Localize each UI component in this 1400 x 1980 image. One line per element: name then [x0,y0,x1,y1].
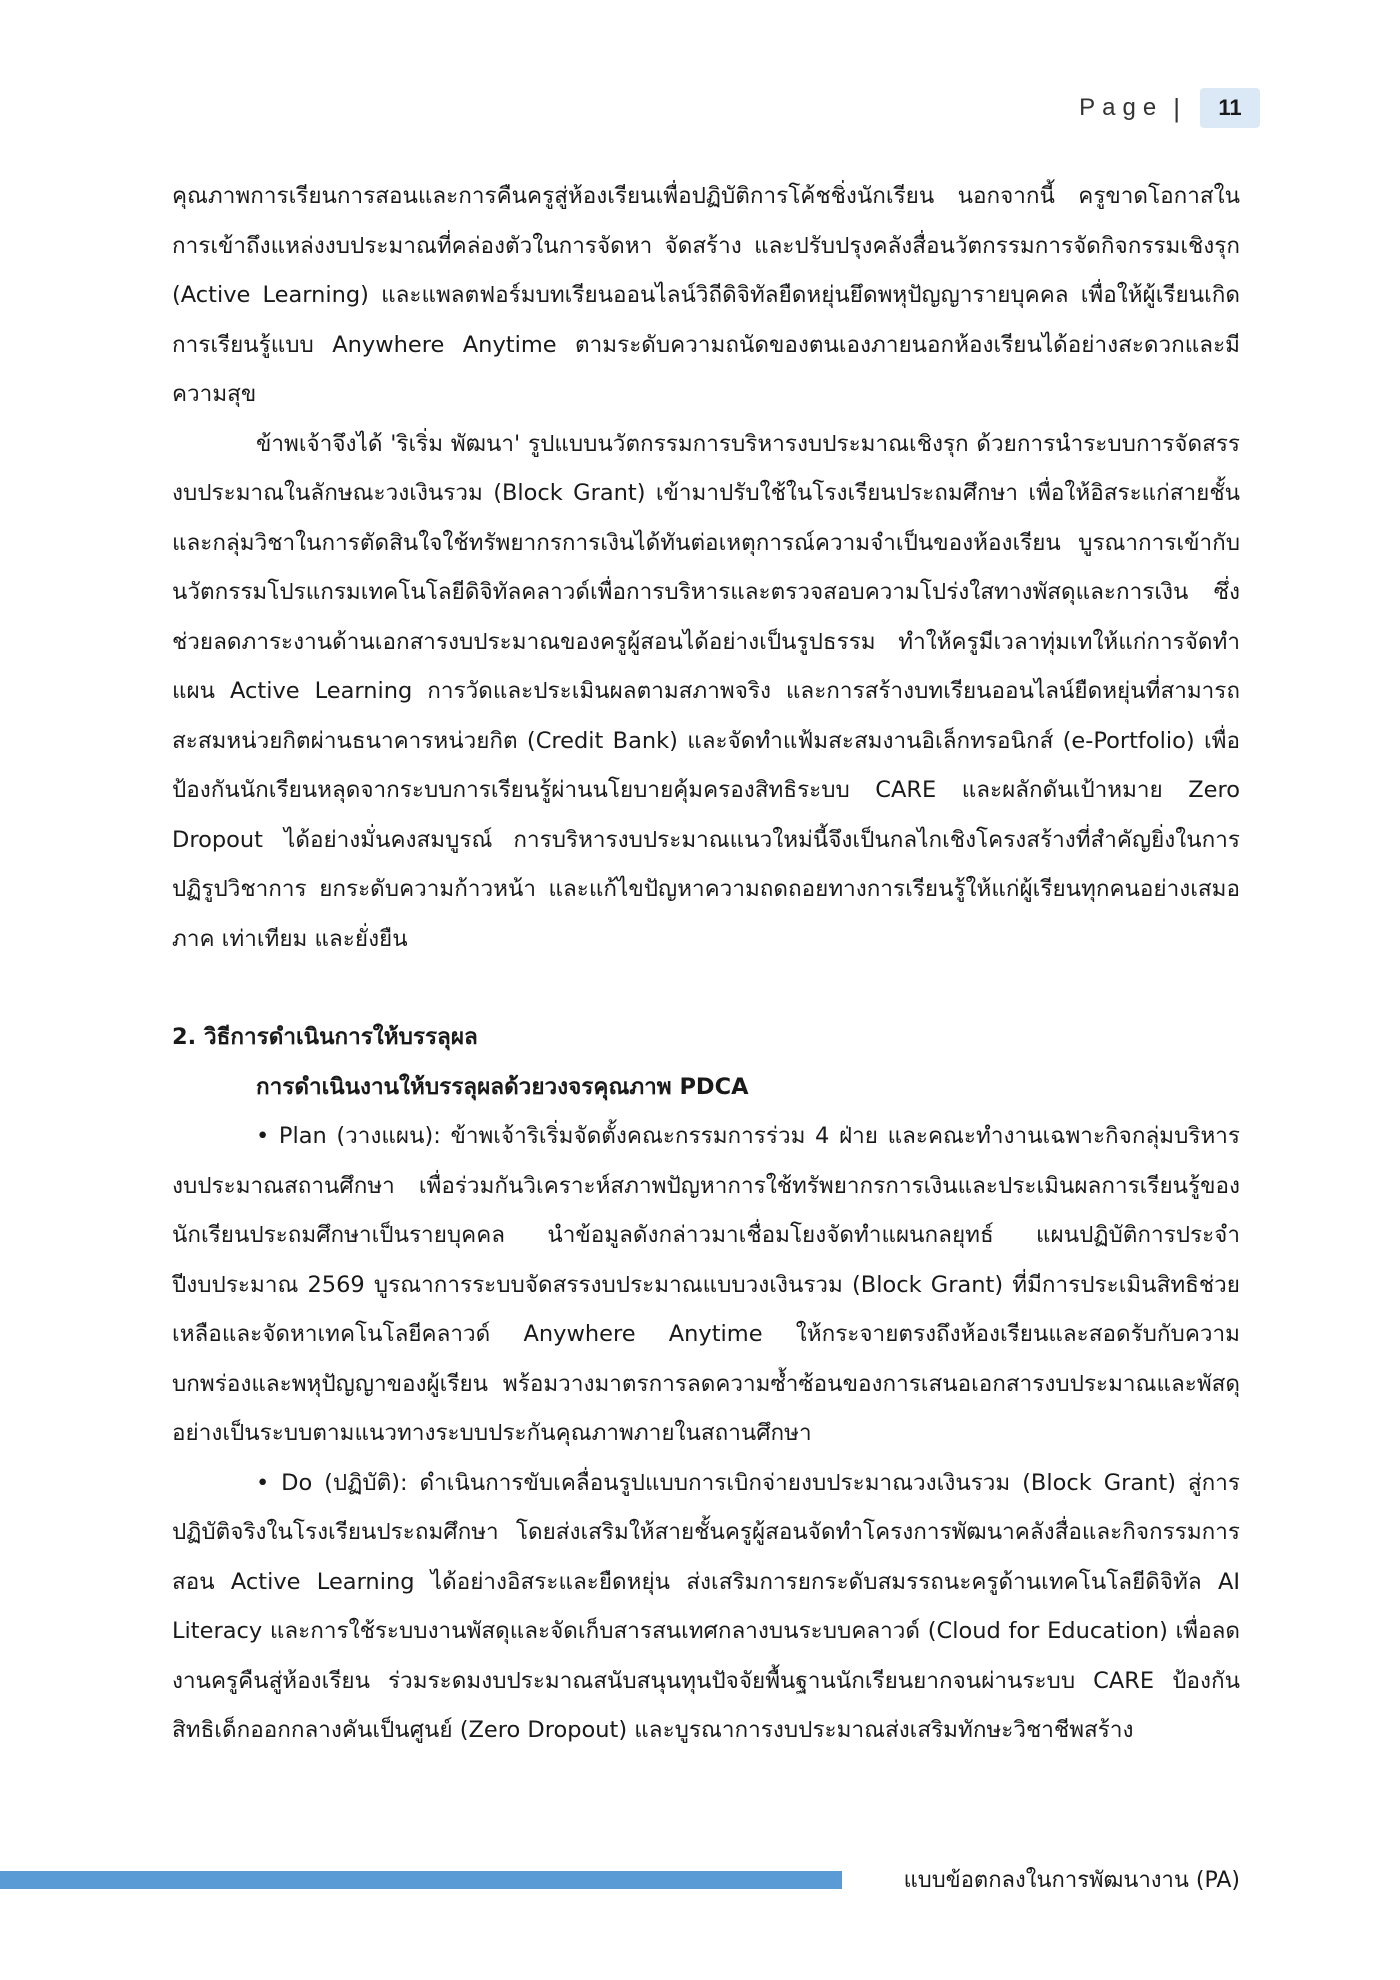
section-subheading: การดำเนินงานให้บรรลุผลด้วยวงจรคุณภาพ PDCA [256,1073,749,1100]
plan-paragraph: • Plan (วางแผน): ข้าพเจ้าริเริ่มจัดตั้งคณะกรรมการร่วม 4 ฝ่าย และคณะทำงานเฉพาะกิจกลุ่มบริหารงบประมาณสถานศึกษา เพื่อร่วมกันวิเคราะห์สภาพปัญหาการใช้ทรัพยากรการเงินและประเมินผลการเรียนรู้ของนักเรียนประถมศึกษาเป็นรายบุคคล นำข้อมูลดังกล่าวมาเชื่อมโยงจัดทำแผนกลยุทธ์ แผนปฏิบัติการประจำปีงบประมาณ 2569 บูรณาการระบบจัดสรรงบประมาณแบบวงเงินรวม (Block Grant) ที่มีการประเมินสิทธิช่วยเหลือและจัดหาเทคโนโลยีคลาวด์ Anywhere Anytime ให้กระจายตรงถึงห้องเรียนและสอดรับกับความบกพร่องและพหุปัญญาของผู้เรียน พร้อมวางมาตรการลดความซ้ำซ้อนของการเสนอเอกสารงบประมาณและพัสดุอย่างเป็นระบบตามแนวทางระบบประกันคุณภาพภายในสถานศึกษา [172,1123,1240,1446]
section-heading: 2. วิธีการดำเนินการให้บรรลุผล [172,1024,478,1050]
page-header [1079,88,1260,128]
paragraph-continuation: คุณภาพการเรียนการสอนและการคืนครูสู่ห้องเรียนเพื่อปฏิบัติการโค้ชชิ่งนักเรียน นอกจากนี้ ครูขาดโอกาสในการเข้าถึงแหล่งงบประมาณที่คล่องตัวในการจัดหา จัดสร้าง และปรับปรุงคลังสื่อนวัตกรรมการจัดกิจกรรมเชิงรุก (Active Learning) และแพลตฟอร์มบทเรียนออนไลน์วิถีดิจิทัลยืดหยุ่นยึดพหุปัญญารายบุคคล เพื่อให้ผู้เรียนเกิดการเรียนรู้แบบ Anywhere Anytime ตามระดับความถนัดของตนเองภายนอกห้องเรียนได้อย่างสะดวกและมีความสุข [172,183,1240,407]
do-paragraph: • Do (ปฏิบัติ): ดำเนินการขับเคลื่อนรูปแบบการเบิกจ่ายงบประมาณวงเงินรวม (Block Grant) สู่การปฏิบัติจริงในโรงเรียนประถมศึกษา โดยส่งเสริมให้สายชั้นครูผู้สอนจัดทำโครงการพัฒนาคลังสื่อและกิจกรรมการสอน Active Learning ได้อย่างอิสระและยืดหยุ่น ส่งเสริมการยกระดับสมรรถนะครูด้านเทคโนโลยีดิจิทัล AI Literacy และการใช้ระบบงานพัสดุและจัดเก็บสารสนเทศกลางบนระบบคลาวด์ (Cloud for Education) เพื่อลดงานครูคืนสู่ห้องเรียน ร่วมระดมงบประมาณสนับสนุนทุนปัจจัยพื้นฐานนักเรียนยากจนผ่านระบบ CARE ป้องกันสิทธิเด็กออกกลางคันเป็นศูนย์ (Zero Dropout) และบูรณาการงบประมาณส่งเสริมทักษะวิชาชีพสร้าง [172,1469,1240,1743]
page-label: Page [1079,94,1164,121]
footer-accent-bar [0,1871,842,1889]
page-number-badge: 11 [1200,88,1260,128]
paragraph-initiative: ข้าพเจ้าจึงได้ 'ริเริ่ม พัฒนา' รูปแบบนวัตกรรมการบริหารงบประมาณเชิงรุก ด้วยการนำระบบการจัดสรรงบประมาณในลักษณะวงเงินรวม (Block Grant) เข้ามาปรับใช้ในโรงเรียนประถมศึกษา เพื่อให้อิสระแก่สายชั้นและกลุ่มวิชาในการตัดสินใจใช้ทรัพยากรการเงินได้ทันต่อเหตุการณ์ความจำเป็นของห้องเรียน บูรณาการเข้ากับนวัตกรรมโปรแกรมเทคโนโลยีดิจิทัลคลาวด์เพื่อการบริหารและตรวจสอบความโปร่งใสทางพัสดุและการเงิน ซึ่งช่วยลดภาระงานด้านเอกสารงบประมาณของครูผู้สอนได้อย่างเป็นรูปธรรม ทำให้ครูมีเวลาทุ่มเทให้แก่การจัดทำแผน Active Learning การวัดและประเมินผลตามสภาพจริง และการสร้างบทเรียนออนไลน์ยืดหยุ่นที่สามารถสะสมหน่วยกิตผ่านธนาคารหน่วยกิต (Credit Bank) และจัดทำแฟ้มสะสมงานอิเล็กทรอนิกส์ (e-Portfolio) เพื่อป้องกันนักเรียนหลุดจากระบบการเรียนรู้ผ่านนโยบายคุ้มครองสิทธิระบบ CARE และผลักดันเป้าหมาย Zero Dropout ได้อย่างมั่นคงสมบูรณ์ การบริหารงบประมาณแนวใหม่นี้จึงเป็นกลไกเชิงโครงสร้างที่สำคัญยิ่งในการปฏิรูปวิชาการ ยกระดับความก้าวหน้า และแก้ไขปัญหาความถดถอยทางการเรียนรู้ให้แก่ผู้เรียนทุกคนอย่างเสมอภาค เท่าเทียม และยั่งยืน [172,430,1240,952]
footer-title: แบบข้อตกลงในการพัฒนางาน (PA) [903,1868,1240,1893]
page-separator: | [1173,92,1180,123]
document-body [172,172,1240,1756]
